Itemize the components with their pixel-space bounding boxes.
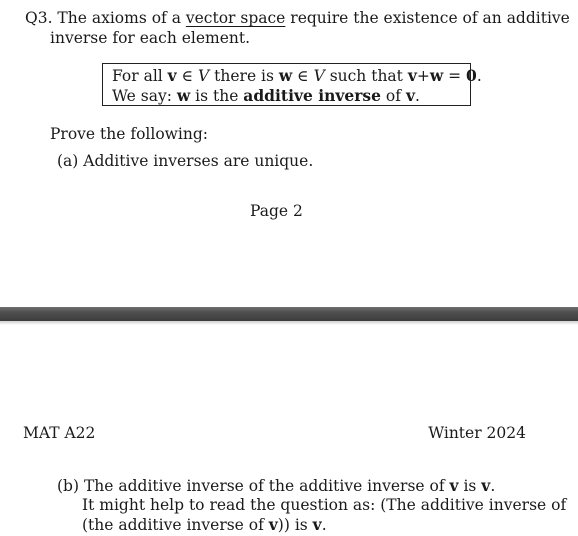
bold-symbol: w	[176, 86, 191, 105]
text-run: .	[490, 477, 496, 495]
bold-symbol: v	[407, 66, 417, 85]
text-run: .	[321, 516, 327, 534]
bold-symbol: v	[405, 86, 415, 105]
bold-symbol: w	[278, 66, 293, 85]
bold-symbol: w	[429, 66, 444, 85]
page-separator-shadow	[0, 321, 578, 325]
bold-symbol: v	[167, 66, 177, 85]
text-run: .	[476, 67, 482, 85]
vector-space-term: vector space	[185, 9, 286, 27]
part-b-line-1	[57, 476, 495, 496]
text-run: of	[381, 87, 406, 105]
text-run: .	[414, 87, 420, 105]
bold-symbol: 0	[466, 66, 477, 85]
part-a: (a) Additive inverses are unique.	[57, 152, 314, 170]
text-run: (b) The additive inverse of the additive inverse of	[57, 477, 450, 495]
definition-row-1	[112, 66, 482, 86]
text-run: (the additive inverse of	[82, 516, 269, 534]
page-number: Page 2	[250, 202, 303, 220]
term-label: Winter 2024	[428, 424, 526, 442]
text-run: For all	[112, 67, 168, 85]
bold-symbol: v	[312, 515, 322, 534]
bold-symbol: v	[481, 476, 491, 495]
question-number: Q3.	[25, 9, 53, 27]
bold-symbol: additive inverse	[243, 86, 381, 105]
text-run: We say:	[112, 87, 177, 105]
text-run: +	[416, 67, 430, 85]
page-separator	[0, 307, 578, 321]
text-run: ∈	[292, 67, 314, 85]
course-code: MAT A22	[23, 424, 96, 442]
text-run: ∈	[176, 67, 199, 85]
part-b-line-2: It might help to read the question as: (The additive inverse of	[82, 496, 567, 514]
italic-symbol: V	[198, 67, 210, 85]
prove-heading: Prove the following:	[50, 125, 209, 143]
question-intro-2: require the existence of an additive	[285, 9, 570, 27]
italic-symbol: V	[313, 67, 325, 85]
text-run: )) is	[277, 516, 313, 534]
text-run: is	[458, 477, 482, 495]
text-run: =	[443, 67, 467, 85]
text-run: there is	[209, 67, 279, 85]
bold-symbol: v	[449, 476, 459, 495]
question-intro-1: The axioms of a	[52, 9, 186, 27]
part-b-line-3	[82, 515, 327, 535]
text-run: is the	[190, 87, 244, 105]
text-run: such that	[324, 67, 408, 85]
bold-symbol: v	[268, 515, 278, 534]
question-line-2: inverse for each element.	[50, 29, 251, 47]
question-line-1	[25, 9, 570, 28]
definition-row-2	[112, 86, 420, 106]
